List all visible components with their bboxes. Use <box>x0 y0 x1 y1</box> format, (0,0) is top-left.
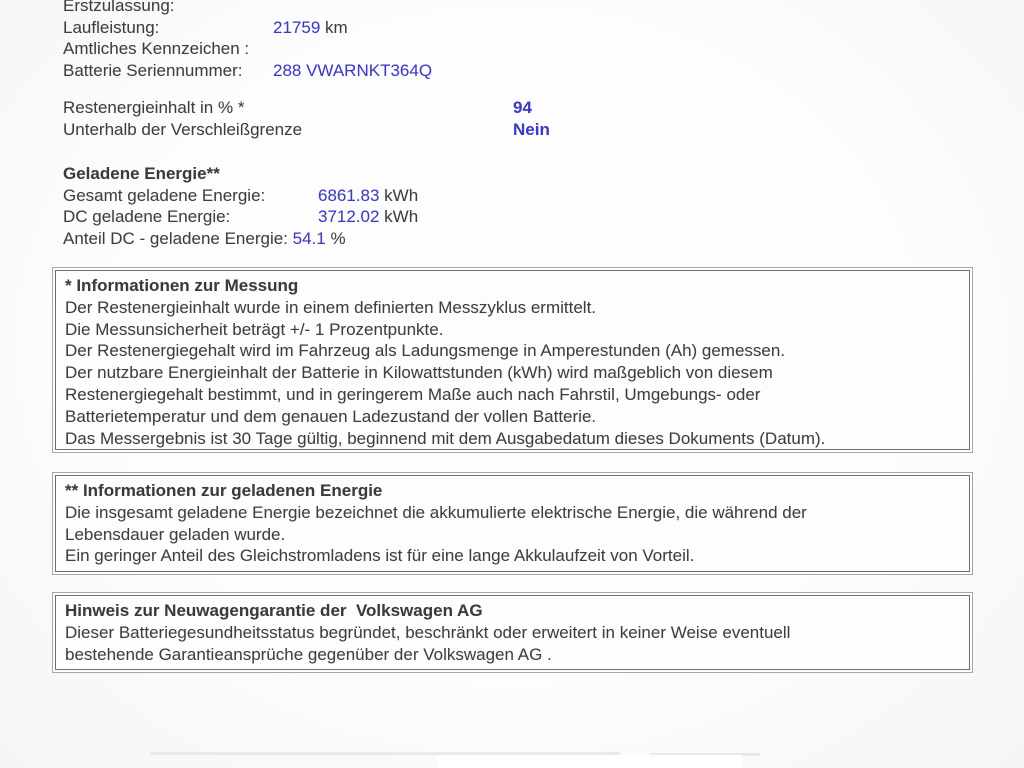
field-value: 288 VWARNKT364Q <box>273 60 433 80</box>
row-verschleissgrenze <box>63 119 550 141</box>
info-box-inner-border <box>55 270 970 450</box>
info-box-geladene-energie <box>52 472 973 575</box>
row-batterie-seriennummer <box>63 60 432 82</box>
row-anteil-dc <box>63 228 418 250</box>
info-box-line: Dieser Batteriegesundheitsstatus begründet, beschränkt oder erweitert in keiner Weise eventuell <box>65 622 791 642</box>
info-box-title: Hinweis zur Neuwagengarantie der Volkswagen AG <box>65 601 483 620</box>
row-gesamt-geladene-energie <box>63 185 418 207</box>
info-box-garantie-hinweis <box>52 592 973 673</box>
field-label: Laufleistung: <box>63 17 160 37</box>
field-label: Amtliches Kennzeichen : <box>63 39 250 58</box>
info-box-line: Das Messergebnis ist 30 Tage gültig, beginnend mit dem Ausgabedatum dieses Dokuments (Datum). <box>65 428 826 448</box>
info-box-line: Ein geringer Anteil des Gleichstromladens ist für eine lange Akkulaufzeit von Vorteil. <box>65 546 695 566</box>
field-label: Erstzulassung: <box>63 0 175 15</box>
row-erstzulassung <box>63 0 432 17</box>
info-box-messung <box>52 267 973 453</box>
info-box-line: Der Restenergieinhalt wurde in einem definierten Messzyklus ermittelt. <box>65 297 597 317</box>
field-label: Anteil DC - geladene Energie: <box>63 228 293 248</box>
info-box-line: Die insgesamt geladene Energie bezeichnet die akkumulierte elektrische Energie, die während der <box>65 502 807 522</box>
field-value: 3712.02 kWh <box>318 207 419 226</box>
bottom-white-bar <box>437 755 742 768</box>
charged-energy-section <box>63 163 418 249</box>
field-label: Unterhalb der Verschleißgrenze <box>63 119 303 139</box>
row-laufleistung <box>63 17 432 39</box>
info-box-line: Batterietemperatur und dem genauen Ladezustand der vollen Batterie. <box>65 406 597 426</box>
vehicle-info-section <box>63 0 432 81</box>
field-label: DC geladene Energie: <box>63 207 231 226</box>
info-box-line: Der nutzbare Energieinhalt der Batterie in Kilowattstunden (kWh) wird maßgeblich von diesem <box>65 363 773 383</box>
row-kennzeichen <box>63 38 432 60</box>
field-value: 6861.83 kWh <box>318 185 419 205</box>
info-box-line: Lebensdauer geladen wurde. <box>65 524 286 544</box>
field-label: Gesamt geladene Energie: <box>63 185 266 205</box>
info-box-title: * Informationen zur Messung <box>65 276 299 295</box>
field-value: 94 <box>513 98 532 117</box>
field-label: Restenergieinhalt in % * <box>63 98 245 117</box>
info-box-inner-border <box>55 475 970 572</box>
info-box-line: bestehende Garantieansprüche gegenüber der Volkswagen AG . <box>65 644 552 664</box>
section-title: Geladene Energie** <box>63 164 220 183</box>
info-box-line: Der Restenergiegehalt wird im Fahrzeug als Ladungsmenge in Amperestunden (Ah) gemessen. <box>65 341 786 361</box>
info-box-title: ** Informationen zur geladenen Energie <box>65 481 383 500</box>
field-value: 54.1 % <box>292 228 346 248</box>
field-value: Nein <box>513 119 550 139</box>
row-dc-geladene-energie <box>63 206 418 228</box>
field-value: 21759 km <box>273 17 348 37</box>
field-label: Batterie Seriennummer: <box>63 60 243 80</box>
info-box-line: Restenergiegehalt bestimmt, und in geringerem Maße auch nach Fahrstil, Umgebungs- oder <box>65 384 761 404</box>
energy-status-section <box>63 97 550 140</box>
info-box-inner-border <box>55 595 970 670</box>
row-restenergieinhalt <box>63 97 550 119</box>
info-box-line: Die Messunsicherheit beträgt +/- 1 Prozentpunkte. <box>65 319 444 339</box>
